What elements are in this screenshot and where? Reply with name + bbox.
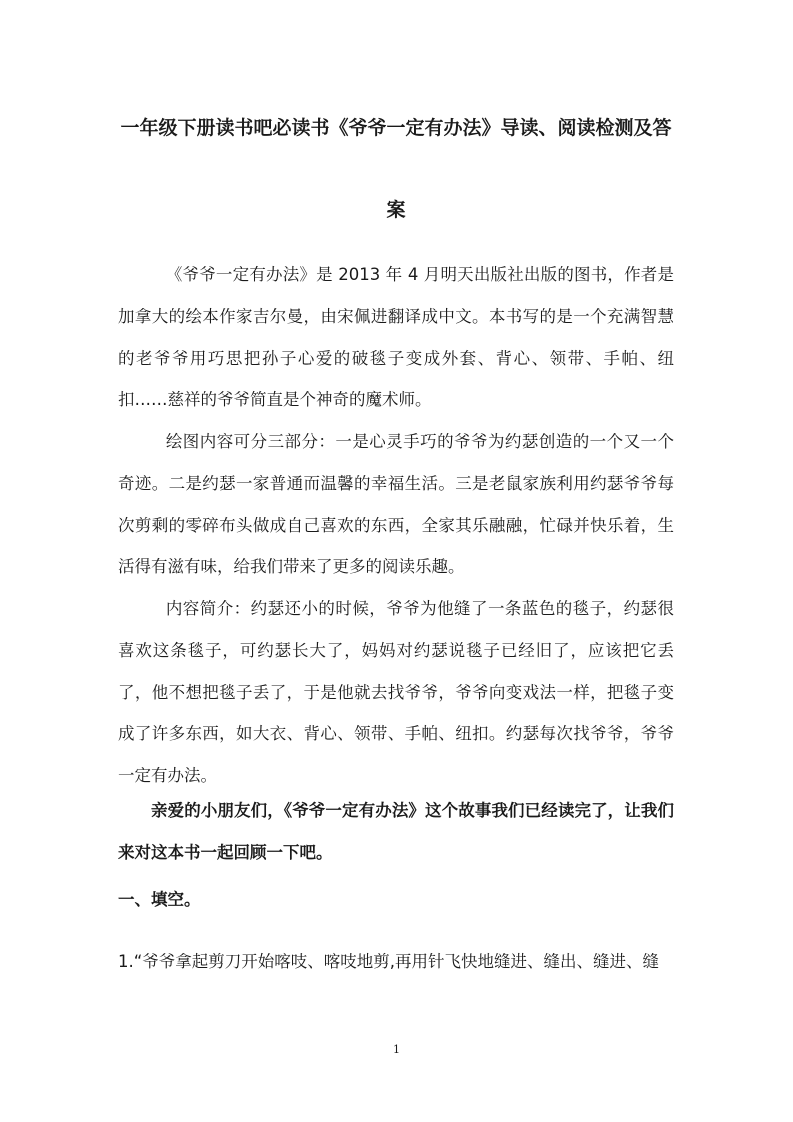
illustration-paragraph: 绘图内容可分三部分：一是心灵手巧的爷爷为约瑟创造的一个又一个奇迹。二是约瑟一家普通而温馨的幸福生活。三是老鼠家族利用约瑟爷爷每次剪剩的零碎布头做成自己喜欢的东西，全家其乐融融，忙碌并快乐着，生活得有滋有味，给我们带来了更多的阅读乐趣。 — [118, 432, 674, 577]
question-1: 1.“爷爷拿起剪刀开始喀吱、喀吱地剪,再用针飞快地缝进、缝出、缝进、缝 — [118, 952, 660, 971]
page-number: 1 — [393, 1043, 400, 1056]
document-title-line-1: 一年级下册读书吧必读书《爷爷一定有办法》导读、阅读检测及答 — [120, 117, 672, 139]
summary-paragraph: 内容简介：约瑟还小的时候，爷爷为他缝了一条蓝色的毯子，约瑟很喜欢这条毯子，可约瑟长大了，妈妈对约瑟说毯子已经旧了，应该把它丢了，他不想把毯子丢了，于是他就去找爷爷，爷爷向变戏法一样，把毯子变成了许多东西，如大衣、背心、领带、手帕、纽扣。约瑟每次找爷爷，爷爷一定有办法。 — [118, 599, 674, 786]
review-intro-paragraph: 亲爱的小朋友们，《爷爷一定有办法》这个故事我们已经读完了，让我们来对这本书一起回顾一下吧。 — [118, 801, 674, 862]
intro-paragraph: 《爷爷一定有办法》是 2013 年 4 月明天出版社出版的图书，作者是加拿大的绘本作家吉尔曼，由宋佩进翻译成中文。本书写的是一个充满智慧的老爷爷用巧思把孙子心爱的破毯子变成外套、背心、领带、手帕、纽扣……慈祥的爷爷简直是个神奇的魔术师。 — [118, 265, 674, 410]
document-title-line-2: 案 — [386, 199, 406, 221]
section-heading-fill-in: 一、填空。 — [118, 890, 201, 909]
